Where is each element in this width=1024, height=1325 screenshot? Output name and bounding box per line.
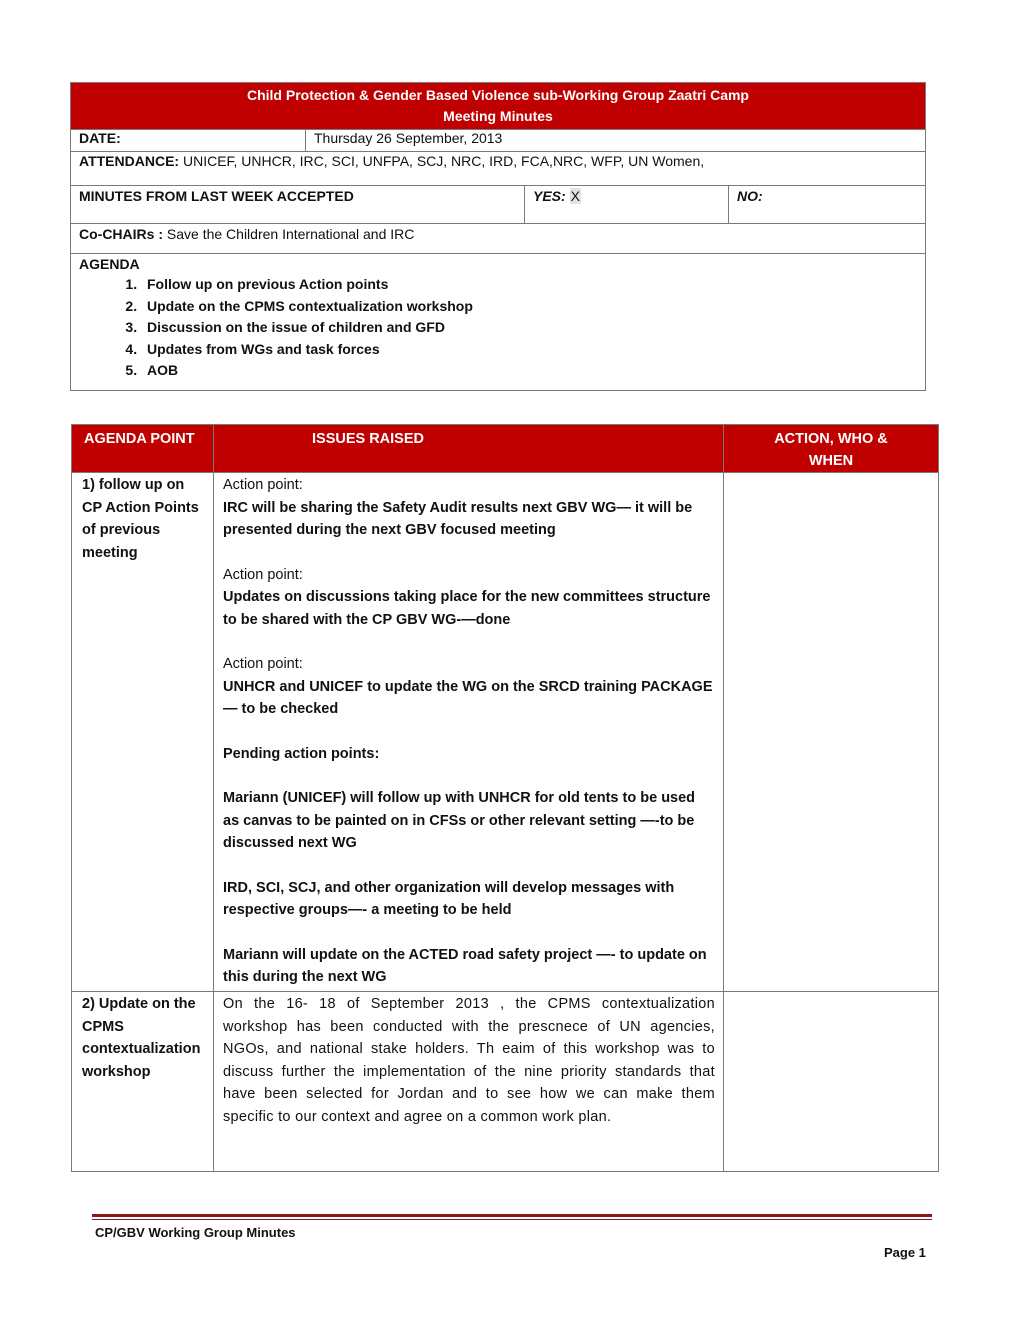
agenda-heading: AGENDA: [79, 256, 140, 272]
date-value: Thursday 26 September, 2013: [314, 130, 503, 146]
no-label: NO:: [737, 188, 763, 204]
no-cell: [729, 186, 771, 223]
agenda-point-2: 2) Update on the CPMS contextualization workshop: [72, 992, 214, 1172]
minutes-table: [71, 424, 939, 1172]
footer-title: CP/GBV Working Group Minutes: [95, 1225, 296, 1240]
agenda-item: 3. Discussion on the issue of children and GFD: [141, 317, 917, 339]
footer-divider-thin: [92, 1219, 932, 1220]
minutes-accepted-cell: [71, 186, 525, 224]
table-row: [72, 992, 939, 1172]
agenda-point-1: 1) follow up on CP Action Points of previous meeting: [72, 473, 214, 992]
page-number: Page 1: [884, 1245, 926, 1260]
cochairs-row: [71, 224, 926, 254]
action-point-text: UNHCR and UNICEF to update the WG on the SRCD training PACKAGE— to be checked: [223, 678, 713, 717]
pending-action-points-label: Pending action points:: [223, 745, 380, 762]
cochairs-label: Co-CHAIRs :: [79, 226, 163, 242]
pending-action-item: IRD, SCI, SCJ, and other organization will develop messages with respective groups—- a meeting to be held: [223, 879, 675, 918]
title-line-2: Meeting Minutes: [443, 108, 553, 124]
cpms-workshop-text: On the 16- 18 of September 2013 , the CPMS contextualization workshop has been conducted with the prescnece of UN agencies, NGOs, and national stake holders. Th eaim of this workshop was to discuss further the implementation of the nine priority standards that have been selected for Jordan and to see how we can make them specific to our context and agree on a common work plan.: [223, 996, 715, 1125]
minutes-table-header: [72, 425, 939, 473]
issues-raised-2: [214, 992, 724, 1172]
attendance-row: [71, 152, 926, 186]
action-point-text: IRC will be sharing the Safety Audit results next GBV WG— it will be presented during the next GBV focused meeting: [223, 499, 693, 538]
col-agenda-point: AGENDA POINT: [72, 425, 214, 473]
yes-mark: X: [570, 188, 580, 204]
attendance-label: ATTENDANCE:: [79, 153, 180, 169]
document-title: [71, 83, 926, 130]
meeting-header-table: [70, 82, 926, 391]
title-line-1: Child Protection & Gender Based Violence sub-Working Group Zaatri Camp: [246, 87, 749, 103]
action-point-label: Action point:: [223, 566, 303, 583]
attendance-value: UNICEF, UNHCR, IRC, SCI, UNFPA, SCJ, NRC, IRD, FCA,NRC, WFP, UN Women,: [179, 153, 705, 169]
footer-divider: [92, 1214, 932, 1217]
pending-action-item: Mariann will update on the ACTED road safety project —- to update on this during the next WG: [223, 946, 707, 985]
action-point-text: Updates on discussions taking place for the new committees structure to be shared with the CP GBV WG-—done: [223, 589, 711, 628]
col-issues-raised: ISSUES RAISED: [214, 425, 724, 473]
cochairs-value: Save the Children International and IRC: [163, 226, 415, 242]
action-who-when-1: [724, 473, 939, 992]
issues-raised-1: [214, 473, 724, 992]
agenda-row: [71, 254, 926, 391]
yes-label: YES:: [533, 188, 566, 204]
date-label: DATE:: [79, 130, 121, 146]
agenda-item: 4. Updates from WGs and task forces: [141, 339, 917, 361]
agenda-item: 5. AOB: [141, 360, 917, 382]
action-point-label: Action point:: [223, 477, 303, 493]
pending-action-item: Mariann (UNICEF) will follow up with UNHCR for old tents to be used as canvas to be painted on in CFSs or other relevant setting —-to be discussed next WG: [223, 790, 696, 851]
agenda-item: 2. Update on the CPMS contextualization workshop: [141, 296, 917, 318]
yes-cell: [525, 186, 729, 223]
date-label-cell: [71, 130, 306, 152]
action-who-when-2: [724, 992, 939, 1172]
minutes-accepted-label: MINUTES FROM LAST WEEK ACCEPTED: [79, 188, 354, 204]
agenda-item: 1. Follow up on previous Action points: [141, 274, 917, 296]
col-action-who-when: ACTION, WHO & WHEN: [724, 425, 939, 473]
action-point-label: Action point:: [223, 656, 303, 672]
date-value-cell: [306, 130, 926, 152]
table-row: [72, 473, 939, 992]
yes-no-cell: [525, 186, 926, 224]
agenda-list: [79, 274, 917, 382]
